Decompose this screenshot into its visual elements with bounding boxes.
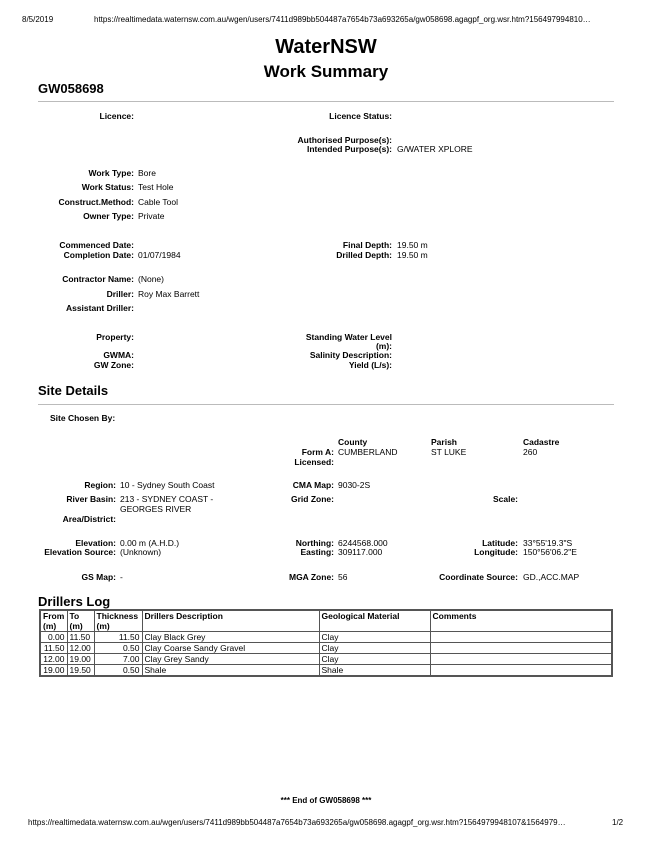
drillers-log-table xyxy=(39,609,613,677)
cell-to: 11.50 xyxy=(67,632,94,643)
cell-comments xyxy=(430,632,612,643)
completion-date-value: 01/07/1984 xyxy=(138,250,181,260)
cell-from: 19.00 xyxy=(40,665,67,677)
cell-thickness: 0.50 xyxy=(94,665,142,677)
river-basin-label: River Basin: xyxy=(66,494,116,504)
drillers-log-heading: Drillers Log xyxy=(38,594,111,609)
table-header-row xyxy=(40,610,612,632)
page-title: WaterNSW xyxy=(275,36,377,58)
elevation-label: Elevation: xyxy=(75,538,116,548)
northing-value: 6244568.000 xyxy=(338,538,388,548)
cell-thickness: 0.50 xyxy=(94,643,142,654)
cma-map-label: CMA Map: xyxy=(292,480,334,490)
column-header-comments: Comments xyxy=(430,610,612,632)
easting-label: Easting: xyxy=(300,547,334,557)
cell-thickness: 7.00 xyxy=(94,654,142,665)
cell-description: Clay Grey Sandy xyxy=(142,654,319,665)
final-depth-label: Final Depth: xyxy=(342,240,392,250)
table-row xyxy=(40,665,612,677)
river-basin-value-line2: GEORGES RIVER xyxy=(120,504,192,514)
parish-header: Parish xyxy=(431,437,457,447)
cadastre-value: 260 xyxy=(523,447,538,457)
work-status-value: Test Hole xyxy=(138,182,174,192)
cma-map-value: 9030-2S xyxy=(338,480,371,490)
longitude-label: Longitude: xyxy=(474,547,518,557)
county-value: CUMBERLAND xyxy=(338,447,398,457)
cell-description: Shale xyxy=(142,665,319,677)
cell-from: 0.00 xyxy=(40,632,67,643)
mga-zone-label: MGA Zone: xyxy=(288,572,334,582)
elevation-source-value: (Unknown) xyxy=(120,547,162,557)
table-row xyxy=(40,632,612,643)
cell-material: Clay xyxy=(319,654,430,665)
table-row xyxy=(40,654,612,665)
cell-description: Clay Black Grey xyxy=(142,632,319,643)
work-status-label: Work Status: xyxy=(81,182,134,192)
drilled-depth-label: Drilled Depth: xyxy=(336,250,392,260)
authorised-purpose-label: Authorised Purpose(s): xyxy=(297,135,392,145)
coordinate-source-value: GD.,ACC.MAP xyxy=(523,572,580,582)
commenced-date-label: Commenced Date: xyxy=(59,240,134,250)
page-subtitle: Work Summary xyxy=(263,62,389,81)
cell-material: Shale xyxy=(319,665,430,677)
county-header: County xyxy=(338,437,368,447)
elevation-value: 0.00 m (A.H.D.) xyxy=(120,538,180,548)
scale-label: Scale: xyxy=(492,494,518,504)
area-district-label: Area/District: xyxy=(62,514,116,524)
cell-to: 19.00 xyxy=(67,654,94,665)
cell-material: Clay xyxy=(319,643,430,654)
longitude-value: 150°56'06.2"E xyxy=(523,547,577,557)
intended-purpose-label: Intended Purpose(s): xyxy=(306,144,392,154)
completion-date-label: Completion Date: xyxy=(63,250,134,260)
page-number: 1/2 xyxy=(612,818,624,827)
divider xyxy=(38,101,614,102)
easting-value: 309117.000 xyxy=(338,547,383,557)
cell-description: Clay Coarse Sandy Gravel xyxy=(142,643,319,654)
cell-from: 11.50 xyxy=(40,643,67,654)
gw-zone-label: GW Zone: xyxy=(93,360,134,370)
standing-water-level-unit-label: (m): xyxy=(375,341,392,351)
gs-map-label: GS Map: xyxy=(81,572,116,582)
form-a-label: Form A: xyxy=(301,447,334,457)
cell-to: 12.00 xyxy=(67,643,94,654)
cadastre-header: Cadastre xyxy=(523,437,560,447)
cell-comments xyxy=(430,643,612,654)
yield-label: Yield (L/s): xyxy=(348,360,392,370)
divider xyxy=(38,404,614,405)
intended-purpose-value: G/WATER XPLORE xyxy=(397,144,473,154)
cell-material: Clay xyxy=(319,632,430,643)
parish-value: ST LUKE xyxy=(431,447,467,457)
licensed-label: Licensed: xyxy=(294,457,334,467)
cell-comments xyxy=(430,654,612,665)
assistant-driller-label: Assistant Driller: xyxy=(65,303,134,313)
print-url: https://realtimedata.waternsw.com.au/wgen/users/7411d989bb504487a7654b73a693265a/gw058698.agagpf_org.wsr.htm?156497994810… xyxy=(94,15,591,24)
print-date: 8/5/2019 xyxy=(22,15,54,24)
salinity-label: Salinity Description: xyxy=(309,350,392,360)
region-label: Region: xyxy=(84,480,116,490)
cell-comments xyxy=(430,665,612,677)
table-row xyxy=(40,643,612,654)
contractor-name-value: (None) xyxy=(138,274,164,284)
end-note: *** End of GW058698 *** xyxy=(280,796,372,805)
gs-map-value: - xyxy=(120,572,123,582)
cell-from: 12.00 xyxy=(40,654,67,665)
construct-method-label: Construct.Method: xyxy=(58,197,134,207)
column-header-geological-material: Geological Material xyxy=(319,610,430,632)
owner-type-label: Owner Type: xyxy=(83,211,134,221)
mga-zone-value: 56 xyxy=(338,572,348,582)
driller-value: Roy Max Barrett xyxy=(138,289,200,299)
contractor-name-label: Contractor Name: xyxy=(62,274,134,284)
region-value: 10 - Sydney South Coast xyxy=(120,480,215,490)
drilled-depth-value: 19.50 m xyxy=(397,250,428,260)
licence-label: Licence: xyxy=(99,111,134,121)
column-header-description: Drillers Description xyxy=(142,610,319,632)
cell-to: 19.50 xyxy=(67,665,94,677)
coordinate-source-label: Coordinate Source: xyxy=(439,572,518,582)
property-label: Property: xyxy=(96,332,134,342)
latitude-value: 33°55'19.3"S xyxy=(523,538,573,548)
grid-zone-label: Grid Zone: xyxy=(291,494,334,504)
site-details-heading: Site Details xyxy=(38,383,109,398)
northing-label: Northing: xyxy=(295,538,334,548)
driller-label: Driller: xyxy=(106,289,134,299)
elevation-source-label: Elevation Source: xyxy=(44,547,116,557)
final-depth-value: 19.50 m xyxy=(397,240,428,250)
column-header-thickness: Thickness (m) xyxy=(94,610,142,632)
work-id: GW058698 xyxy=(38,81,104,96)
licence-status-label: Licence Status: xyxy=(329,111,392,121)
work-type-value: Bore xyxy=(138,168,156,178)
work-type-label: Work Type: xyxy=(88,168,134,178)
river-basin-value-line1: 213 - SYDNEY COAST - xyxy=(120,494,214,504)
column-header-from: From (m) xyxy=(40,610,67,632)
site-chosen-label: Site Chosen By: xyxy=(50,413,116,423)
gwma-label: GWMA: xyxy=(103,350,134,360)
latitude-label: Latitude: xyxy=(482,538,518,548)
column-header-to: To (m) xyxy=(67,610,94,632)
footer-url: https://realtimedata.waternsw.com.au/wgen/users/7411d989bb504487a7654b73a693265a/gw058698.agagpf_org.wsr.htm?1564979948107&1564979… xyxy=(28,818,566,827)
owner-type-value: Private xyxy=(138,211,165,221)
standing-water-level-label: Standing Water Level xyxy=(305,332,392,342)
construct-method-value: Cable Tool xyxy=(138,197,179,207)
cell-thickness: 11.50 xyxy=(94,632,142,643)
